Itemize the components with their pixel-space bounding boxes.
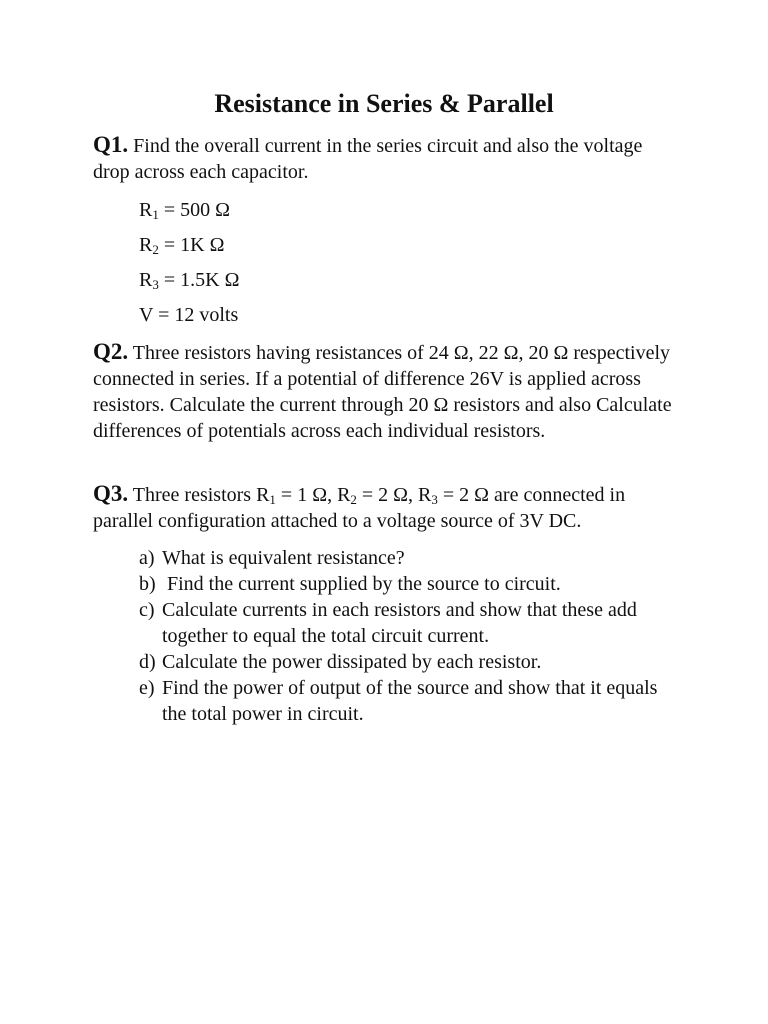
subquestion-text: Calculate the power dissipated by each resistor. bbox=[162, 651, 542, 673]
question-3-text-part1: Three resistors R bbox=[132, 484, 270, 506]
given-r2 bbox=[139, 232, 224, 258]
question-3-number: Q3. bbox=[93, 481, 129, 506]
question-3-text-part3: = 2 Ω, R bbox=[356, 484, 432, 506]
given-voltage-text: V = 12 volts bbox=[139, 304, 239, 326]
subquestion-text: Find the current supplied by the source to circuit. bbox=[162, 573, 561, 595]
subquestion-text: Find the power of output of the source and show that it equals the total power in circuit. bbox=[162, 677, 658, 725]
given-r2-value: = 1K Ω bbox=[158, 234, 225, 256]
given-r2-symbol: R bbox=[139, 234, 153, 256]
question-2 bbox=[93, 339, 683, 444]
question-1 bbox=[93, 132, 683, 185]
subquestion-text: Calculate currents in each resistors and show that these add together to equal the total circuit current. bbox=[162, 599, 637, 647]
given-r3-symbol: R bbox=[139, 269, 153, 291]
given-r2-subscript: 2 bbox=[152, 242, 159, 257]
question-3-text-part2: = 1 Ω, R bbox=[275, 484, 351, 506]
given-voltage bbox=[139, 302, 238, 328]
given-r1-symbol: R bbox=[139, 199, 153, 221]
given-r3 bbox=[139, 267, 239, 293]
list-item bbox=[139, 597, 679, 649]
question-1-number: Q1. bbox=[93, 132, 129, 157]
given-r1-subscript: 1 bbox=[152, 207, 159, 222]
subquestion-label: a) bbox=[139, 547, 155, 569]
subquestion-label: e) bbox=[139, 677, 155, 699]
subquestion-label: c) bbox=[139, 599, 155, 621]
question-3-text-part4: = 2 Ω are connected in parallel configuration attached to a voltage source of 3V DC. bbox=[93, 484, 626, 532]
page-title: Resistance in Series & Parallel bbox=[214, 89, 554, 118]
question-3-subscript-2: 2 bbox=[350, 492, 357, 507]
given-r3-subscript: 3 bbox=[152, 277, 159, 292]
subquestion-text: What is equivalent resistance? bbox=[162, 547, 405, 569]
question-3 bbox=[93, 481, 683, 534]
list-item bbox=[139, 571, 679, 597]
subquestion-label: d) bbox=[139, 651, 156, 673]
question-2-text: Three resistors having resistances of 24 Ω, 22 Ω, 20 Ω respectively connected in series. If a potential of difference 26V is applied across resistors. Calculate the current through 20 Ω resistors and also Calculate differences of potentials across each individual resistors. bbox=[93, 342, 672, 442]
question-1-text: Find the overall current in the series circuit and also the voltage drop across each capacitor. bbox=[93, 135, 643, 183]
question-3-subquestions bbox=[139, 545, 679, 727]
list-item bbox=[139, 675, 679, 727]
list-item bbox=[139, 649, 679, 675]
list-item bbox=[139, 545, 679, 571]
question-2-number: Q2. bbox=[93, 339, 129, 364]
given-r1 bbox=[139, 197, 230, 223]
subquestion-label: b) bbox=[139, 573, 156, 595]
given-r1-value: = 500 Ω bbox=[158, 199, 230, 221]
given-r3-value: = 1.5K Ω bbox=[158, 269, 240, 291]
question-3-subscript-3: 3 bbox=[431, 492, 438, 507]
question-3-subscript-1: 1 bbox=[269, 492, 276, 507]
